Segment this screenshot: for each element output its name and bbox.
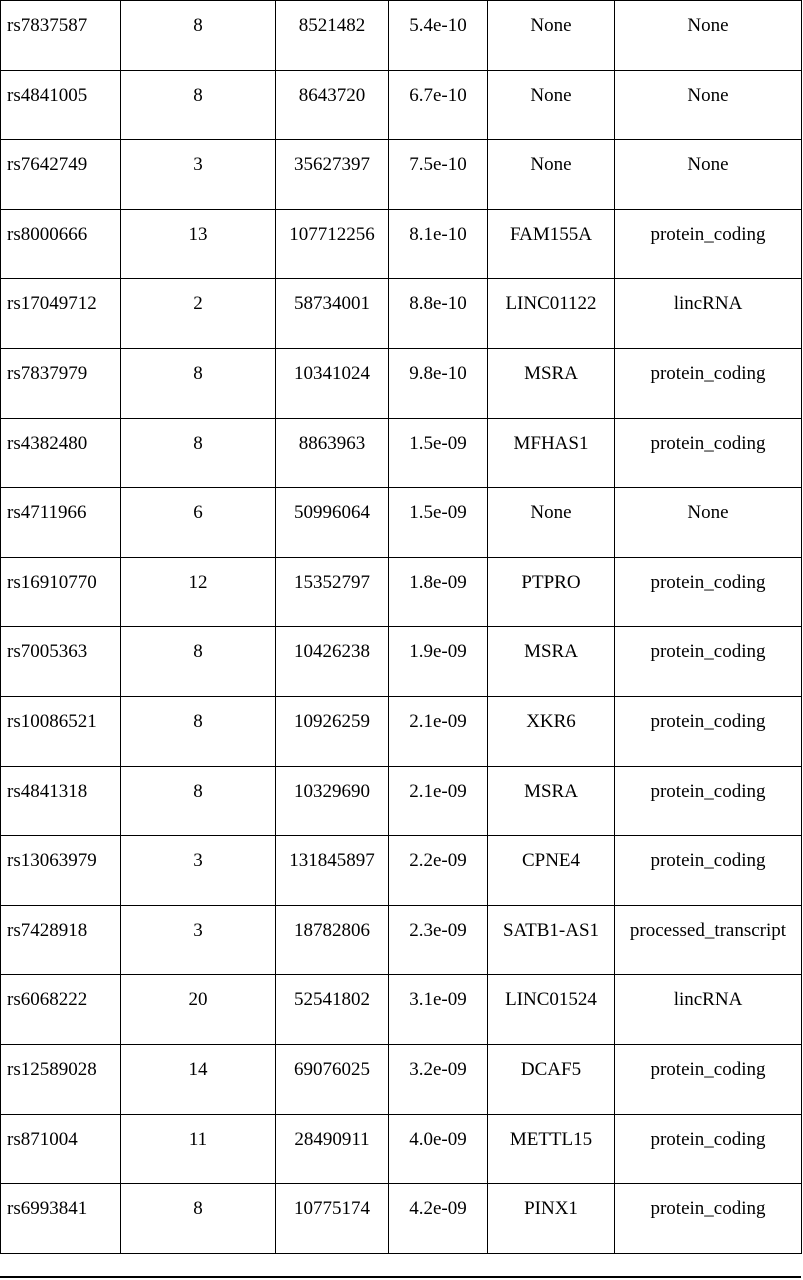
gene-cell: MSRA xyxy=(488,627,615,697)
table-row xyxy=(1,1044,802,1114)
p-value-cell: 9.8e-10 xyxy=(389,348,488,418)
snp-id-cell: rs4841318 xyxy=(1,766,121,836)
gene-type-cell: protein_coding xyxy=(615,1114,802,1184)
gene-type-cell: protein_coding xyxy=(615,766,802,836)
position-cell: 52541802 xyxy=(276,975,389,1045)
chromosome-cell: 6 xyxy=(121,488,276,558)
gene-cell: FAM155A xyxy=(488,209,615,279)
position-cell: 10926259 xyxy=(276,696,389,766)
p-value-cell: 8.8e-10 xyxy=(389,279,488,349)
position-cell: 69076025 xyxy=(276,1044,389,1114)
chromosome-cell: 3 xyxy=(121,905,276,975)
position-cell: 8863963 xyxy=(276,418,389,488)
gene-cell: PTPRO xyxy=(488,557,615,627)
table-row xyxy=(1,1184,802,1254)
chromosome-cell: 14 xyxy=(121,1044,276,1114)
gene-type-cell: processed_transcript xyxy=(615,905,802,975)
p-value-cell: 2.2e-09 xyxy=(389,836,488,906)
chromosome-cell: 8 xyxy=(121,766,276,836)
snp-id-cell: rs4841005 xyxy=(1,70,121,140)
p-value-cell: 6.7e-10 xyxy=(389,70,488,140)
position-cell: 10329690 xyxy=(276,766,389,836)
table-row xyxy=(1,975,802,1045)
chromosome-cell: 8 xyxy=(121,1184,276,1254)
table-row xyxy=(1,905,802,975)
chromosome-cell: 8 xyxy=(121,696,276,766)
table-row xyxy=(1,627,802,697)
p-value-cell: 1.8e-09 xyxy=(389,557,488,627)
snp-id-cell: rs871004 xyxy=(1,1114,121,1184)
snp-id-cell: rs10086521 xyxy=(1,696,121,766)
p-value-cell: 1.9e-09 xyxy=(389,627,488,697)
position-cell: 15352797 xyxy=(276,557,389,627)
snp-id-cell: rs7005363 xyxy=(1,627,121,697)
snp-id-cell: rs7837587 xyxy=(1,1,121,71)
snp-id-cell: rs7428918 xyxy=(1,905,121,975)
position-cell: 131845897 xyxy=(276,836,389,906)
table-row xyxy=(1,140,802,210)
gene-cell: MSRA xyxy=(488,348,615,418)
gene-type-cell: protein_coding xyxy=(615,1044,802,1114)
chromosome-cell: 11 xyxy=(121,1114,276,1184)
p-value-cell: 7.5e-10 xyxy=(389,140,488,210)
chromosome-cell: 8 xyxy=(121,627,276,697)
gene-cell: XKR6 xyxy=(488,696,615,766)
table-bottom-rule xyxy=(0,1276,801,1278)
gene-type-cell: protein_coding xyxy=(615,836,802,906)
chromosome-cell: 3 xyxy=(121,140,276,210)
gene-type-cell: protein_coding xyxy=(615,348,802,418)
table-row xyxy=(1,766,802,836)
snp-id-cell: rs7837979 xyxy=(1,348,121,418)
snp-id-cell: rs17049712 xyxy=(1,279,121,349)
chromosome-cell: 3 xyxy=(121,836,276,906)
p-value-cell: 8.1e-10 xyxy=(389,209,488,279)
snp-id-cell: rs4382480 xyxy=(1,418,121,488)
chromosome-cell: 20 xyxy=(121,975,276,1045)
table-row xyxy=(1,1,802,71)
snp-id-cell: rs6993841 xyxy=(1,1184,121,1254)
p-value-cell: 2.3e-09 xyxy=(389,905,488,975)
table-row xyxy=(1,1114,802,1184)
table-row xyxy=(1,557,802,627)
table-row xyxy=(1,836,802,906)
position-cell: 58734001 xyxy=(276,279,389,349)
gene-cell: None xyxy=(488,70,615,140)
position-cell: 107712256 xyxy=(276,209,389,279)
position-cell: 10775174 xyxy=(276,1184,389,1254)
gene-cell: LINC01122 xyxy=(488,279,615,349)
snp-id-cell: rs13063979 xyxy=(1,836,121,906)
gene-type-cell: protein_coding xyxy=(615,209,802,279)
p-value-cell: 3.2e-09 xyxy=(389,1044,488,1114)
chromosome-cell: 8 xyxy=(121,348,276,418)
position-cell: 10341024 xyxy=(276,348,389,418)
gene-type-cell: protein_coding xyxy=(615,418,802,488)
table-row xyxy=(1,418,802,488)
p-value-cell: 4.2e-09 xyxy=(389,1184,488,1254)
gene-type-cell: protein_coding xyxy=(615,1184,802,1254)
position-cell: 10426238 xyxy=(276,627,389,697)
table-row xyxy=(1,209,802,279)
position-cell: 35627397 xyxy=(276,140,389,210)
gene-cell: DCAF5 xyxy=(488,1044,615,1114)
snp-id-cell: rs8000666 xyxy=(1,209,121,279)
gene-type-cell: protein_coding xyxy=(615,557,802,627)
table-row xyxy=(1,279,802,349)
gene-cell: LINC01524 xyxy=(488,975,615,1045)
chromosome-cell: 12 xyxy=(121,557,276,627)
gene-type-cell: protein_coding xyxy=(615,696,802,766)
p-value-cell: 1.5e-09 xyxy=(389,418,488,488)
p-value-cell: 2.1e-09 xyxy=(389,766,488,836)
position-cell: 8521482 xyxy=(276,1,389,71)
gene-type-cell: protein_coding xyxy=(615,627,802,697)
position-cell: 50996064 xyxy=(276,488,389,558)
gene-cell: None xyxy=(488,1,615,71)
gene-cell: CPNE4 xyxy=(488,836,615,906)
table-row xyxy=(1,488,802,558)
gene-type-cell: None xyxy=(615,70,802,140)
position-cell: 8643720 xyxy=(276,70,389,140)
gene-cell: SATB1-AS1 xyxy=(488,905,615,975)
gene-type-cell: None xyxy=(615,488,802,558)
table-row xyxy=(1,348,802,418)
table-row xyxy=(1,696,802,766)
gene-cell: MSRA xyxy=(488,766,615,836)
gene-cell: None xyxy=(488,488,615,558)
gene-type-cell: None xyxy=(615,140,802,210)
gene-cell: MFHAS1 xyxy=(488,418,615,488)
p-value-cell: 3.1e-09 xyxy=(389,975,488,1045)
snp-id-cell: rs4711966 xyxy=(1,488,121,558)
gene-type-cell: lincRNA xyxy=(615,975,802,1045)
position-cell: 28490911 xyxy=(276,1114,389,1184)
p-value-cell: 2.1e-09 xyxy=(389,696,488,766)
p-value-cell: 1.5e-09 xyxy=(389,488,488,558)
p-value-cell: 4.0e-09 xyxy=(389,1114,488,1184)
snp-id-cell: rs6068222 xyxy=(1,975,121,1045)
position-cell: 18782806 xyxy=(276,905,389,975)
snp-id-cell: rs12589028 xyxy=(1,1044,121,1114)
table-body xyxy=(1,1,802,1254)
snp-id-cell: rs7642749 xyxy=(1,140,121,210)
gene-cell: None xyxy=(488,140,615,210)
gene-cell: PINX1 xyxy=(488,1184,615,1254)
gene-cell: METTL15 xyxy=(488,1114,615,1184)
table-row xyxy=(1,70,802,140)
chromosome-cell: 13 xyxy=(121,209,276,279)
chromosome-cell: 8 xyxy=(121,1,276,71)
p-value-cell: 5.4e-10 xyxy=(389,1,488,71)
chromosome-cell: 8 xyxy=(121,418,276,488)
gene-type-cell: lincRNA xyxy=(615,279,802,349)
gene-type-cell: None xyxy=(615,1,802,71)
snp-id-cell: rs16910770 xyxy=(1,557,121,627)
chromosome-cell: 2 xyxy=(121,279,276,349)
chromosome-cell: 8 xyxy=(121,70,276,140)
